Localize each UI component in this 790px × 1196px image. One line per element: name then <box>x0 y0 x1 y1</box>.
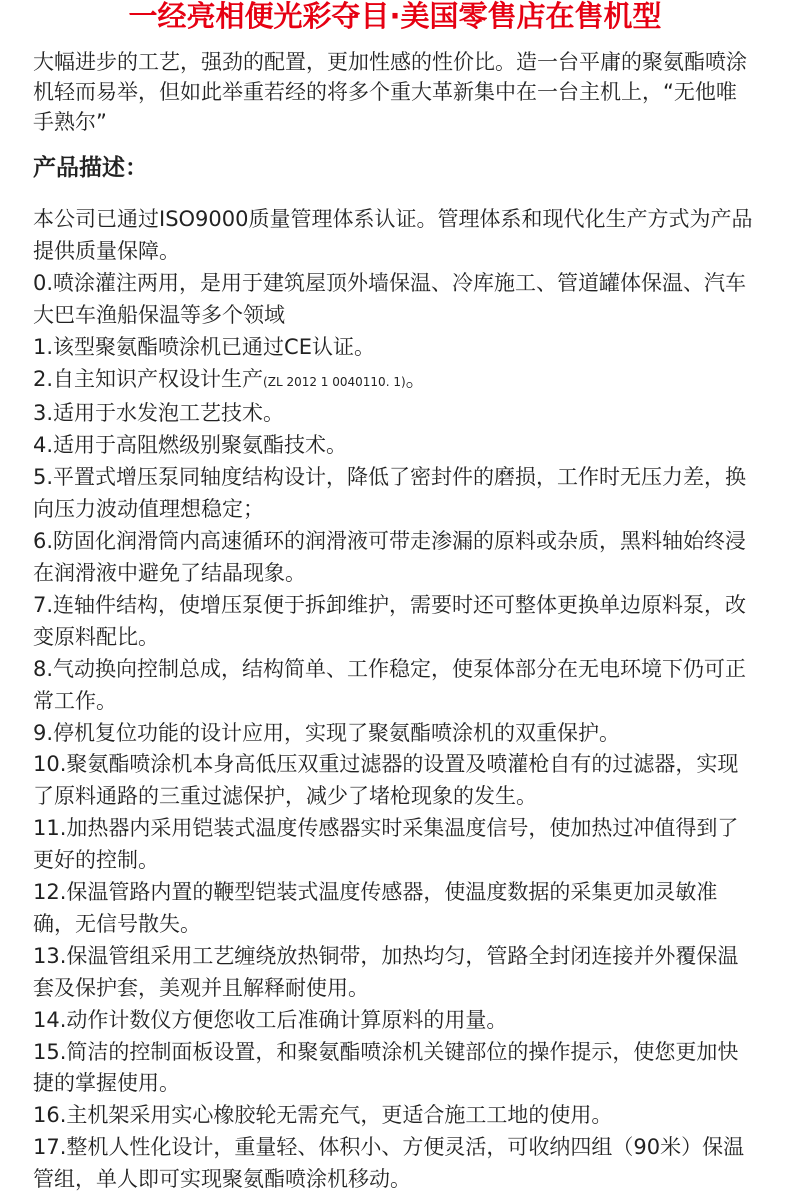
certification-text: 本公司已通过ISO9000质量管理体系认证。管理体系和现代化生产方式为产品提供质量保障。 <box>33 207 753 263</box>
feature-item-2-end: 。 <box>405 366 427 391</box>
feature-item-8: 8.气动换向控制总成，结构简单、工作稳定，使泵体部分在无电环境下仍可正常工作。 <box>33 656 747 713</box>
product-description <box>33 204 757 1196</box>
feature-item-2 <box>33 364 757 399</box>
feature-item-4: 4.适用于高阻燃级别聚氨酯技术。 <box>33 433 348 458</box>
feature-item-17: 17.整机人性化设计，重量轻、体积小、方便灵活，可收纳四组（90米）保温管组，单人即可实现聚氨酯喷涂机移动。 <box>33 1135 745 1192</box>
feature-item-13: 13.保温管组采用工艺缠绕放热铜带，加热均匀，管路全封闭连接并外覆保温套及保护套，美观并且解释耐使用。 <box>33 943 739 1000</box>
feature-item-5: 5.平置式增压泵同轴度结构设计，降低了密封件的磨损，工作时无压力差，换向压力波动值理想稳定； <box>33 465 747 522</box>
feature-item-14: 14.动作计数仪方便您收工后准确计算原料的用量。 <box>33 1007 508 1032</box>
feature-item-11: 11.加热器内采用铠装式温度传感器实时采集温度信号，使加热过冲值得到了更好的控制。 <box>33 816 739 873</box>
feature-item-1: 1.该型聚氨酯喷涂机已通过CE认证。 <box>33 334 375 359</box>
intro-paragraph: 大幅进步的工艺，强劲的配置，更加性感的性价比。造一台平庸的聚氨酯喷涂机轻而易举，但如此举重若经的将多个重大革新集中在一台主机上，“无他唯手熟尔” <box>33 50 747 134</box>
feature-item-9: 9.停机复位功能的设计应用，实现了聚氨酯喷涂机的双重保护。 <box>33 720 621 745</box>
section-title: 产品描述： <box>33 155 148 181</box>
feature-item-10: 10.聚氨酯喷涂机本身高低压双重过滤器的设置及喷灌枪自有的过滤器，实现了原料通路的三重过滤保护，减少了堵枪现象的发生。 <box>33 752 739 809</box>
feature-item-12: 12.保温管路内置的鞭型铠装式温度传感器，使温度数据的采集更加灵敏准确，无信号散失。 <box>33 880 718 936</box>
feature-item-6: 6.防固化润滑筒内高速循环的润滑液可带走渗漏的原料或杂质，黑料轴始终浸在润滑液中避免了结晶现象。 <box>33 529 747 585</box>
patent-number: (ZL 2012 1 0040110. 1) <box>263 374 406 389</box>
feature-item-15: 15.简洁的控制面板设置，和聚氨酯喷涂机关键部位的操作提示，使您更加快捷的掌握使用。 <box>33 1039 739 1096</box>
headline: 一经亮相便光彩夺目·美国零售店在售机型 <box>128 0 662 33</box>
feature-item-3: 3.适用于水发泡工艺技术。 <box>33 401 285 426</box>
feature-item-16: 16.主机架采用实心橡胶轮无需充气，更适合施工工地的使用。 <box>33 1103 613 1128</box>
feature-item-0: 0.喷涂灌注两用，是用于建筑屋顶外墙保温、冷库施工、管道罐体保温、汽车大巴车渔船保温等多个领域 <box>33 270 747 327</box>
feature-item-7: 7.连轴件结构，使增压泵便于拆卸维护，需要时还可整体更换单边原料泵，改变原料配比。 <box>33 592 747 649</box>
feature-item-2-text: 2.自主知识产权设计生产 <box>33 366 264 391</box>
